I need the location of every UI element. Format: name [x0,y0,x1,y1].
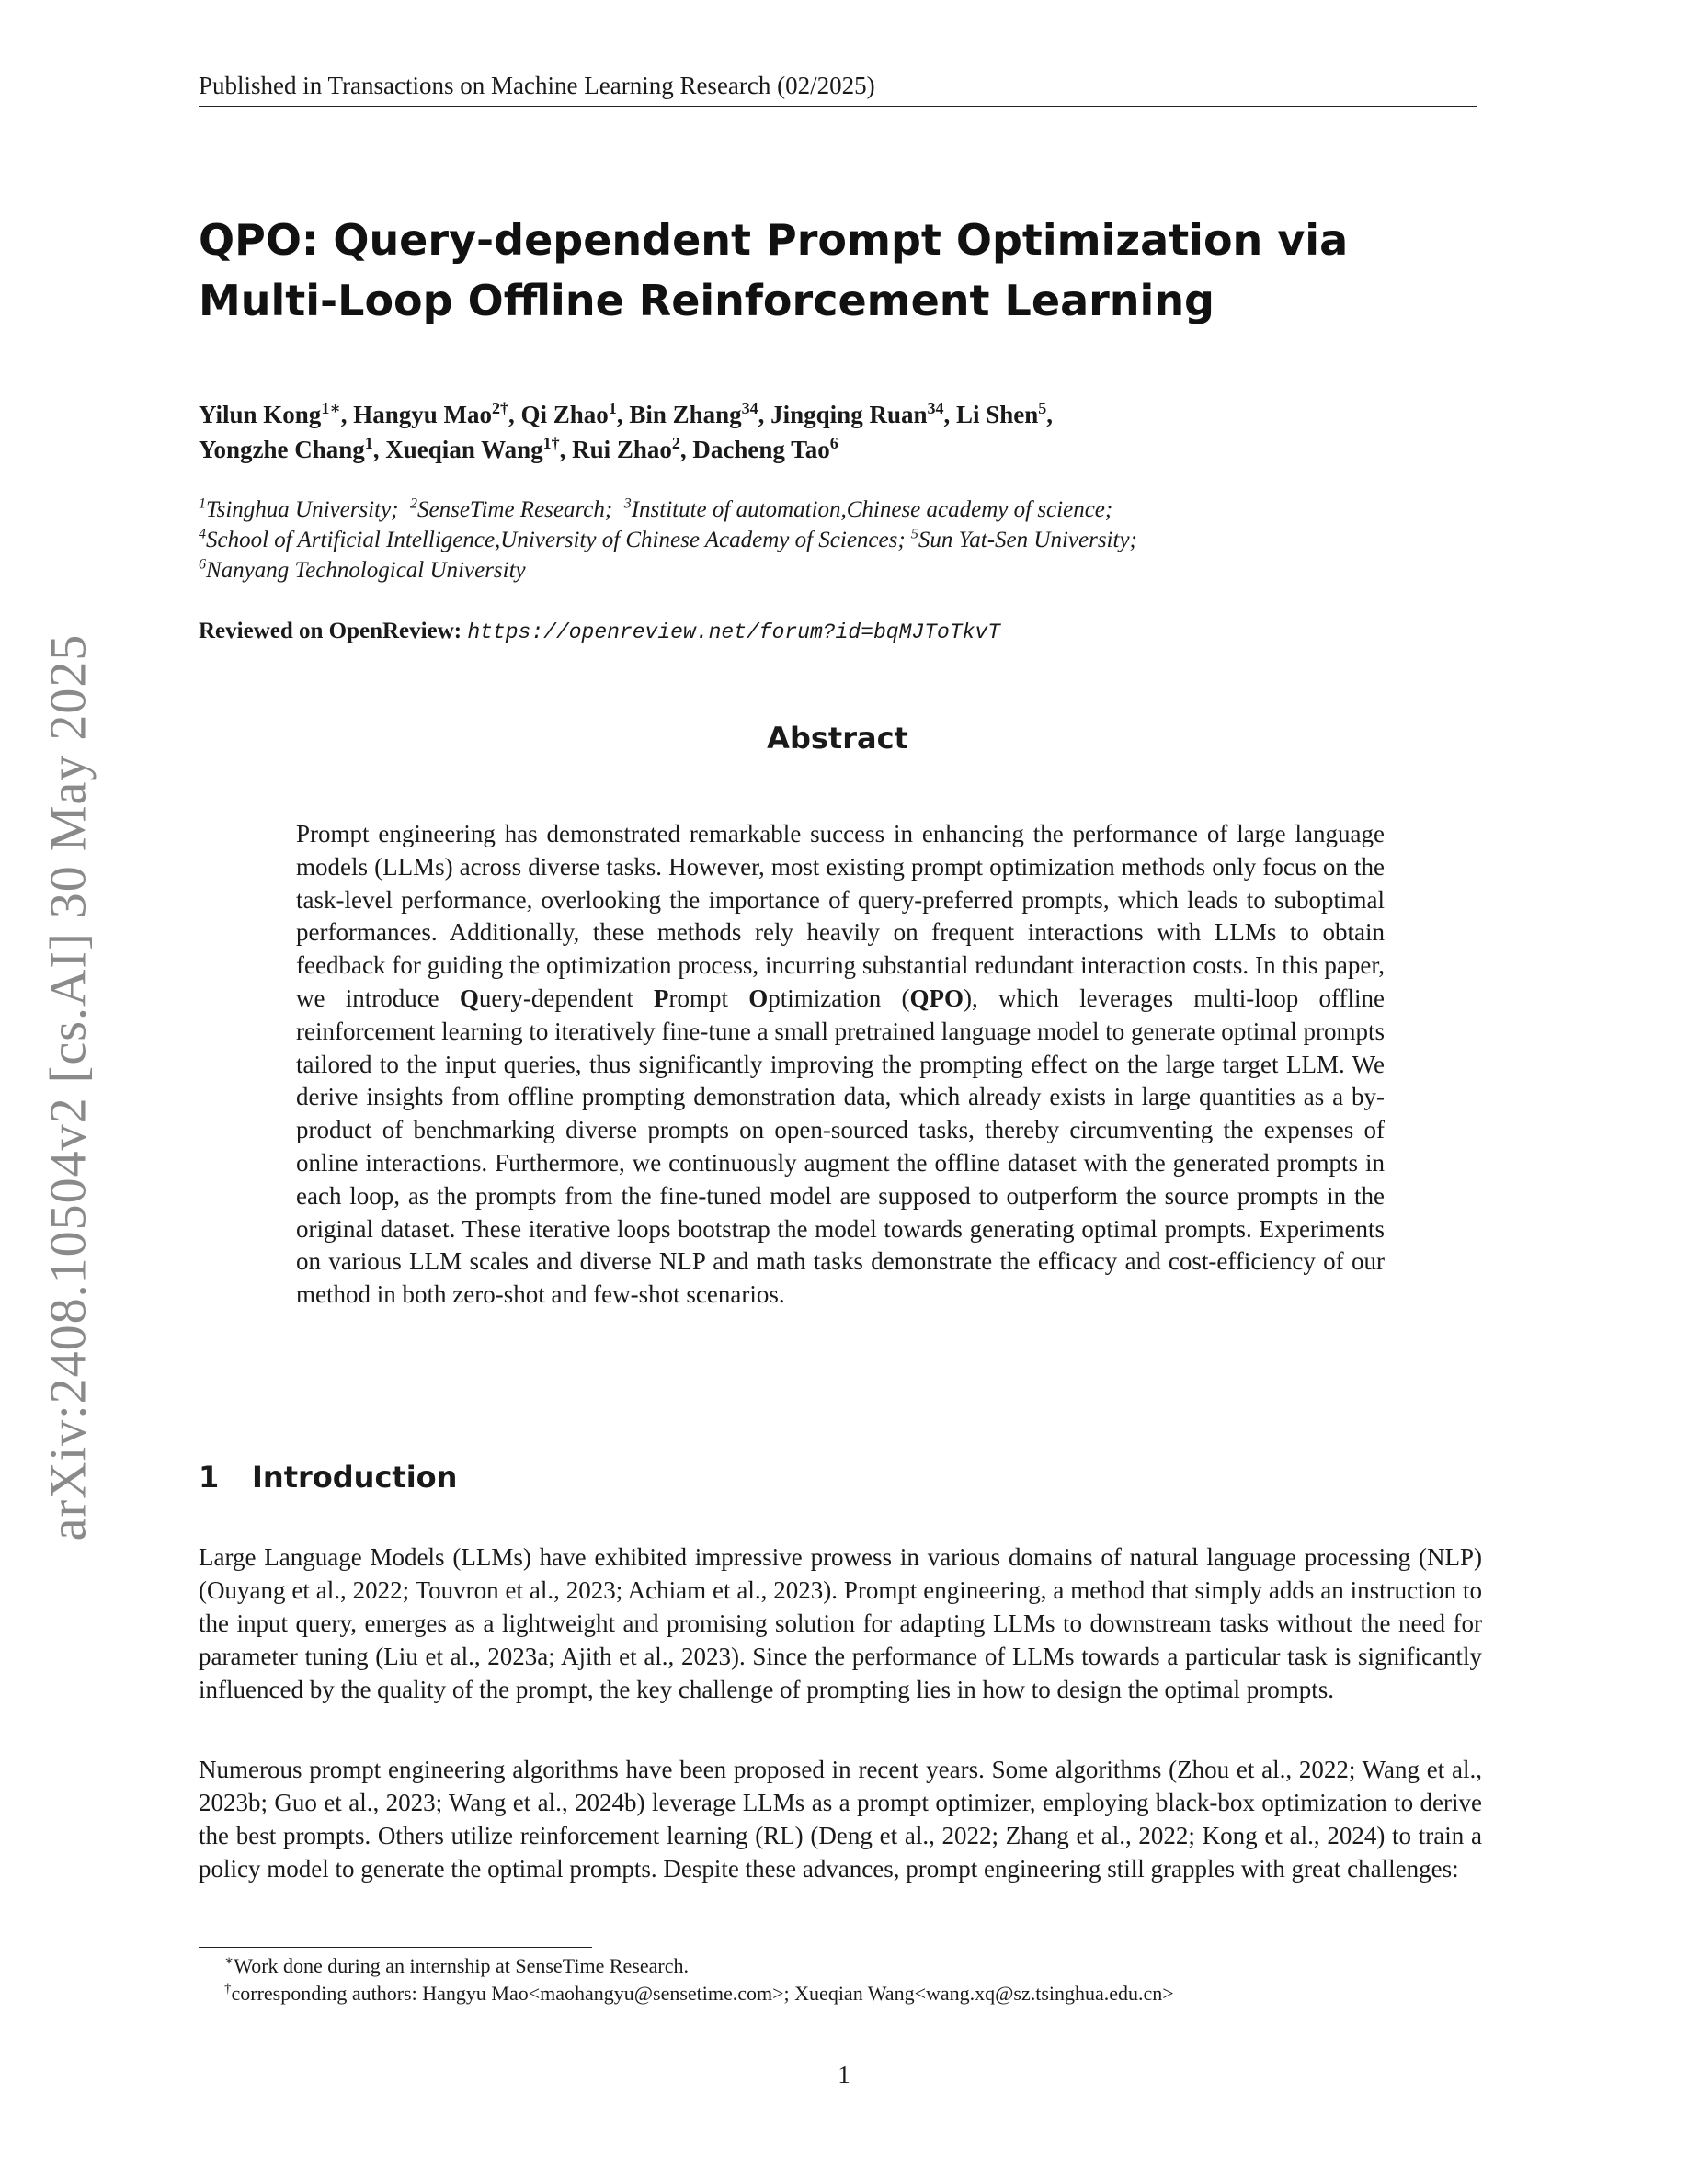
openreview-link[interactable]: https://openreview.net/forum?id=bqMJToTkvT [467,620,1001,644]
author-affiliation-mark: 34 [741,399,758,417]
author-list: Yilun Kong$^{1∗}$, Hangyu Mao$^{2\dagger}$, Qi Zhao$^1$, Bin Zhang$^{34}$, Jingqing Ruan$^{34}$, Li Shen$^5$, Yongzhe Chang$^1$, Xueqian Wang$^{1\dagger}$, Rui Zhao$^2$, Dacheng Tao$^6$ [199,399,1054,463]
author-affiliation-mark: 2 [671,434,680,452]
author-affiliation-mark: 2† [492,399,509,417]
abstract-text: uery-dependent [478,984,655,1012]
affiliation-text: SenseTime Research; [417,497,613,522]
affiliation-text: Nanyang Technological University [206,558,526,583]
author-affiliation-mark: 1† [542,434,560,452]
acronym: QPO [909,984,964,1012]
author-name: Dacheng Tao [692,436,830,463]
author-affiliation-mark: 1 [364,434,373,452]
abstract-body [296,818,1385,1312]
author-name: Yilun Kong [199,401,322,428]
section-number: 1 [199,1460,220,1495]
affiliation-mark: 2 [410,495,417,512]
affiliation-mark: 5 [910,526,918,542]
footnote-divider [199,1947,592,1948]
author-affiliation-mark: 5 [1038,399,1047,417]
footnote [224,1980,1475,2008]
footnotes [224,1952,1475,2008]
affiliation-text: Tsinghua University; [206,497,399,522]
footnote-text: Work done during an internship at SenseTime Research. [234,1954,689,1977]
openreview-label: Reviewed on OpenReview: [199,619,462,643]
affiliation-mark: 6 [199,556,206,573]
arxiv-identifier-stamp [35,605,101,1570]
section-title: Introduction [252,1460,458,1495]
affiliation-mark: 3 [623,495,632,512]
author-name: Hangyu Mao [353,401,493,428]
journal-header: Published in Transactions on Machine Learning Research (02/2025) [199,72,1477,107]
author-name: Bin Zhang [629,401,742,428]
abstract-text: ptimization ( [768,984,910,1012]
author-name: Yongzhe Chang [199,436,365,463]
footnote [224,1952,1475,1980]
arxiv-identifier-text: arXiv:2408.10504v2 [cs.AI] 30 May 2025 [40,633,97,1541]
abstract-text: Prompt engineering has demonstrated remarkable success in enhancing the performance of large language models (LLMs) across diverse tasks. However, most existing prompt optimization methods only focus on the task-level performance, overlooking the importance of query-preferred prompts, which leads to suboptimal performances. Additionally, these methods rely heavily on frequent interactions with LLMs to obtain feedback for guiding the optimization process, incurring substantial redundant interaction costs. In this paper, we introduce [296,820,1385,1012]
affiliation-text: Institute of automation,Chinese academy of science; [631,497,1113,522]
acronym-letter: Q [459,984,479,1012]
affiliation-mark: 4 [199,526,206,542]
affiliation-text: School of Artificial Intelligence,University of Chinese Academy of Sciences; [206,528,906,552]
body-paragraph: Numerous prompt engineering algorithms have been proposed in recent years. Some algorithms (Zhou et al., 2022; Wang et al., 2023b; Guo et al., 2023; Wang et al., 2024b) leverage LLMs as a prompt optimizer, employing black-box optimization to derive the best prompts. Others utilize reinforcement learning (RL) (Deng et al., 2022; Zhang et al., 2022; Kong et al., 2024) to train a policy model to generate the optimal prompts. Despite these advances, prompt engineering still grapples with great challenges: [199,1756,1482,1883]
affiliation-line [199,555,1477,586]
affiliation-line [199,525,1477,555]
affiliation-text: Sun Yat-Sen University; [918,528,1137,552]
author-affiliation-mark: 34 [927,399,944,417]
author-name: Jingqing Ruan [770,401,928,428]
footnote-mark: † [224,1981,232,1996]
section-heading-introduction [199,1460,934,1495]
page-number: 1 [838,2061,850,2088]
abstract-text: rompt [668,984,749,1012]
abstract-heading: Abstract [767,721,908,756]
affiliation-line [199,495,1477,525]
footnote-mark: ∗ [224,1953,234,1969]
acronym-letter: P [654,984,669,1012]
acronym-letter: O [748,984,769,1012]
author-name: Rui Zhao [572,436,672,463]
author-name: Xueqian Wang [385,436,543,463]
affiliations [199,495,1477,586]
abstract-text: ), which leverages multi-loop offline reinforcement learning to iteratively fine-tune a small pretrained language model to generate optimal prompts tailored to the input queries, thus significantly improving the prompting effect on the large target LLM. We derive insights from offline prompting demonstration data, which already exists in large quantities as a by-product of benchmarking diverse prompts on open-sourced tasks, thereby circumventing the expenses of online interactions. Furthermore, we continuously augment the offline dataset with the generated prompts in each loop, as the prompts from the fine-tuned model are supposed to outperform the source prompts in the original dataset. These iterative loops bootstrap the model towards generating optimal prompts. Experiments on various LLM scales and diverse NLP and math tasks demonstrate the efficacy and cost-efficiency of our method in both zero-shot and few-shot scenarios. [296,984,1386,1309]
affiliation-mark: 1 [199,495,206,512]
author-affiliation-mark: 6 [829,434,838,452]
author-affiliation-mark: 1∗ [321,399,341,417]
paper-title [199,210,1477,331]
title-line-1: QPO: Query-dependent Prompt Optimization via [199,215,1349,265]
footnote-text: corresponding authors: Hangyu Mao<maohangyu@sensetime.com>; Xueqian Wang<wang.xq@sz.tsinghua.edu.cn> [231,1982,1174,2005]
author-name: Li Shen [955,401,1039,428]
author-name: Qi Zhao [520,401,609,428]
author-affiliation-mark: 1 [608,399,617,417]
body-paragraph: Large Language Models (LLMs) have exhibited impressive prowess in various domains of natural language processing (NLP) (Ouyang et al., 2022; Touvron et al., 2023; Achiam et al., 2023). Prompt engineering, a method that simply adds an instruction to the input query, emerges as a lightweight and promising solution for adapting LLMs to downstream tasks without the need for parameter tuning (Liu et al., 2023a; Ajith et al., 2023). Since the performance of LLMs towards a particular task is significantly influenced by the quality of the prompt, the key challenge of prompting lies in how to design the optimal prompts. [199,1543,1482,1703]
openreview-line [199,616,1477,648]
title-line-2: Multi-Loop Offline Reinforcement Learning [199,276,1215,325]
